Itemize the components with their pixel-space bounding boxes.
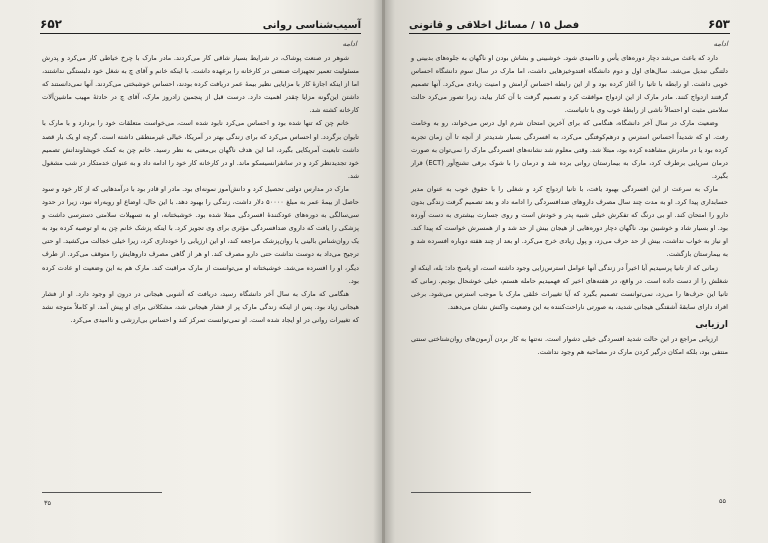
right-paragraph: وضعیت مارک در سال آخر دانشگاه، هنگامی که برای آخرین امتحان شرم اول درس می‌خواند، رو به وخامت رفت. او که شدیداً احساس استرس و درهم‌کوفتگی می‌کرد، به افسردگی بسیار شدیدتر از آنچه تا آن زمان تجربه کرده بود یا در مادرش مشاهده کرده بود، مبتلا شد. وقتی معلوم شد نشانه‌های افسردگی مارک را نمی‌توان به صورت درمان سرپایی برطرف کرد، مارک به بیمارستان روانی برده شد و درمان را با شوک برقی تشنج‌آور (ECT) قرار بگیرد. <box>411 119 728 180</box>
right-footer-mark: ۵۵ <box>719 497 726 505</box>
left-body-text <box>42 52 359 327</box>
right-paragraph: زمانی که از تانیا پرسیدیم آیا اخیراً در زندگی آنها عوامل استرس‌زایی وجود داشته است، او پاسخ داد: بله، اینکه او شغلش را از دست داده است. در واقع، در هفته‌های اخیر که فهمیدیم حامله هستم، خیلی خوشحال بودیم. زمانی که تانیا این حرف‌ها را می‌زد، نمی‌توانست تصمیم بگیرد که آیا تغییرات خلقی مارک با موجب استرس می‌شود. برخی افراد دارای سابقهٔ آشفتگی هیجانی شدید، به صورتی ناراحت‌کننده به این وضعیت واکنش نشان می‌دهند. <box>411 263 728 311</box>
right-body-text <box>411 52 728 359</box>
right-section-note: ادامه <box>713 40 728 48</box>
left-paragraph: مارک در مدارس دولتی تحصیل کرد و دانش‌آموز نمونه‌ای بود. مادر او قادر بود با درآمدهایی که از کار خود و سود حاصل از بیمهٔ عمر به مبلغ ۵۰۰۰۰ دلار داشت، زندگی را بهبود دهد. با این حال، اوضاع او روبه‌راه نبود، زیرا در حدود سی‌سالگی به دوره‌های عودکنندهٔ افسردگی مبتلا شده بود. خوشبختانه، او به تسهیلات سلامتی دسترسی داشت و پزشکی را یافت که داروی ضدافسردگی مؤثری برای وی تجویز کرد. با اینکه پزشک خانم چن به او توصیه کرده بود به یک روان‌شناس بالینی یا روان‌پزشک مراجعه کند، او این ارزیابی را خودداری کرد، زیرا خیلی خجالت می‌کشید. او حتی ترجیح می‌داد به دوست نداشت حتی دارو مصرف کند. او هر از گاهی مصرف داروهایش را متوقف می‌کرد. از طرف دیگر، او را افسرده می‌شد. خوشبختانه او می‌توانست از مارک مراقبت کند. مارک هم به این وضعیت او عادت کرده بود. <box>42 184 359 285</box>
left-page-header <box>40 14 361 34</box>
right-running-title: فصل ۱۵ / مسائل اخلاقی و قانونی <box>409 20 580 31</box>
left-paragraph: خانم چن که تنها شده بود و احساس می‌کرد نابود شده است، می‌خواست متعلقات خود را بردارد و با مارک با تایوان برگردد. او احساس می‌کرد که برای زندگی بهتر در آمریکا، خیالی غیرمنطقی داشته است. گرچه او یک بار قصد داشت تابعیت آمریکایی بگیرد، اما این هدف ناگهان بی‌معنی به نظر رسید. خانم چن به کمک خویشاوندانش تصمیم خود تجدیدنظر کرد و در سانفرانسیسکو ماند. او در کارخانه کار خود را ادامه داد و به عنوان خدمتکار در شب مشغول شد. <box>42 119 359 180</box>
left-footer-rule <box>42 492 162 493</box>
left-paragraph: شوهر در صنعت پوشاک، در شرایط بسیار شاقی کار می‌کردند. مادر مارک با چرخ خیاطی کار می‌کرد و پدرش مسئولیت تعمیر تجهیزات صنعتی در کارخانه را برعهده داشت. با اینکه خانم و آقای چ به شغل خود دلبستگی نداشتند، اما از اینکه اجازهٔ کار با مزایایی نظیر بیمهٔ عمر دریافت کرده بودند، احساس خوشبختی می‌کردند. آنها نمی‌دانستند که داشتن این‌گونه مزایا چقدر اهمیت دارد. درست قبل از پنجمین زادروز مارک، آقای چ در حادثهٔ مهیب ماشین‌آلات کارخانه کشته شد. <box>42 54 359 115</box>
right-paragraph: ارزیابی مراجع در این حالت شدید افسردگی خیلی دشوار است. نه‌تنها به کار بردن آزمون‌های روان‌شناختی سنتی منتفی بود، بلکه امکان درگیر کردن مارک در مصاحبه هم وجود نداشت. <box>411 334 728 356</box>
left-section-note: ادامه <box>342 40 357 48</box>
left-page <box>0 0 383 543</box>
right-paragraph: دارد که باعث می‌شد دچار دوره‌های یأس و ناامیدی شود. خوشبینی و بشاش بودن او ناگهان به جلوه‌های بدبینی و دلتنگی تبدیل می‌شد. سال‌های اول و دوم دانشگاه افتدوخیزهایی داشت، اما مارک در سال سوم دانشگاه احساس خوبی داشت. او رابطه با تانیا را آغاز کرده بود و از این رابطه احساس آرامش و امنیت زیادی می‌کرد. آنها تصمیم گرفتند ازدواج کنند. مادر مارک از این ازدواج موافقت کرد و تصمیم گرفت با آن کنار بیاید، زیرا تصور می‌کرد حالت سلامتی مثبت او احتمالاً ناشی از رابطهٔ خوب وی با تانیاست. <box>411 54 728 115</box>
right-paragraph: مارک به سرعت از این افسردگی بهبود یافت، با تانیا ازدواج کرد و شغلی را با حقوق خوب به عنوان مدیر حسابداری پیدا کرد. او به مدت چند سال مصرف داروهای ضدافسردگی را ادامه داد و بعد تصمیم گرفت زندگی بدون دارو را امتحان کند. او بی درنگ که تفکرش خیلی شبیه پدر و خودش است و روی جسارت بیشتری به دست آورده بود. او بسیار شاد و خوشبین بود. ناگهان دچار دوره‌هایی از هیجان بیش از حد شد و از همسرش خواست که پیدا کند. او نیاز به خواب نداشت، بیش از حد حرف می‌زد، و پول زیادی خرج می‌کرد. او بعد از چند هفته دوباره افسرده شد و به بیمارستان بازگشت. <box>411 184 728 259</box>
right-page <box>385 0 768 543</box>
left-running-title: آسیب‌شناسی روانی <box>262 20 361 31</box>
left-page-number: ۶۵۲ <box>40 17 62 31</box>
right-gutter-shadow <box>385 0 395 543</box>
section-heading-assessment: ارزیابی <box>695 319 728 330</box>
right-page-header <box>409 14 730 34</box>
left-paragraph: هنگامی که مارک به سال آخر دانشگاه رسید، دریافت که آشوبی هیجانی در درون او وجود دارد. او از فشار هیجانی زیاد بود. پس از اینکه زندگی مارک پر از فشار هیجانی شد، مشکلاتی برای او پیش آمد. او کاملاً متوجه نشد که تغییرات روانی در او ایجاد شده است. او نمی‌توانست تمرکز کند و احساس بی‌ارزشی و ناامیدی می‌کرد. <box>42 289 359 324</box>
right-footer-rule <box>411 492 531 493</box>
right-page-number: ۶۵۳ <box>708 17 730 31</box>
left-footer-mark: ۳۵ <box>44 499 51 507</box>
